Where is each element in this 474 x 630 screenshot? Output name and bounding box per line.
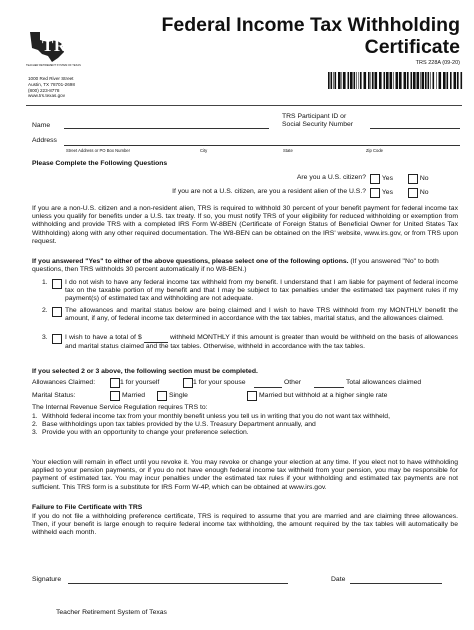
resident-alien-yes[interactable]: Yes (370, 188, 393, 198)
zip-caption: Zip Code (366, 148, 383, 153)
barcode-bar (333, 72, 334, 89)
barcode-bar (433, 72, 435, 89)
barcode-bar (417, 72, 420, 89)
barcode-bar (356, 72, 357, 89)
form-title-line2: Certificate (364, 36, 460, 58)
non-us-paragraph: If you are a non-U.S. citizen and a non-resident alien, TRS is required to withhold 30 percent of your benefit payment for federal income tax unless you qualify for benefits under a U.S. tax treaty. If so, you must notify TRS of your eligibility for reduced withholding or exemption from withholding and provide TRS with a completed IRS Form W-8BEN (Certificate of Foreign Status of Beneficial Owner for United States Tax Withholding) along with any other required documentation. The W8-BEN can be obtained on the IRS' website, www.irs.gov, or from TRS upon request. (32, 205, 458, 245)
form-number: TRS 228A (09-20) (415, 60, 460, 66)
marital-row: Marital Status: Married Single Married but withhold at a higher single rate (32, 391, 387, 401)
name-field[interactable] (64, 128, 269, 129)
barcode-bar (393, 72, 394, 89)
question-us-citizen: Are you a U.S. citizen? (296, 174, 366, 181)
barcode-bar (461, 72, 463, 89)
address-label: Address (32, 137, 57, 144)
us-citizen-no[interactable]: No (408, 174, 429, 184)
trs-address (28, 76, 75, 99)
option-1: 1. I do not wish to have any federal income tax withheld from my benefit. I understand that I am liable for payment of federal income tax on the taxable portion of my benefit and that I may be subject to tax penalties under the estimated tax payment rules if my payment(s) of estimated tax and withholding are not adequate. (42, 279, 458, 303)
participant-label: TRS Participant ID or Social Security Number (282, 113, 354, 129)
barcode-bar (372, 72, 374, 89)
barcode-bar (384, 72, 386, 89)
withholding-amount-field[interactable] (144, 334, 168, 343)
list-item: 3. Provide you with an opportunity to change your preference selection. (32, 429, 249, 437)
married-higher-checkbox[interactable] (247, 391, 257, 401)
barcode (328, 72, 464, 89)
barcode-bar (335, 72, 337, 89)
barcode-bar (375, 72, 378, 89)
name-label: Name (32, 122, 51, 129)
married-checkbox[interactable] (110, 391, 120, 401)
date-label: Date (331, 576, 346, 583)
barcode-bar (350, 72, 353, 89)
barcode-bar (428, 72, 430, 89)
barcode-bar (404, 72, 407, 89)
resident-alien-no[interactable]: No (408, 188, 429, 198)
us-citizen-yes[interactable]: Yes (370, 174, 393, 184)
irs-intro: The Internal Revenue Service Regulation requires TRS to: (32, 404, 208, 411)
barcode-bar (430, 72, 431, 89)
allowances-heading: If you selected 2 or 3 above, the following section must be completed. (32, 368, 258, 375)
barcode-bar (399, 72, 402, 89)
footer-org: Teacher Retirement System of Texas (56, 609, 167, 616)
barcode-bar (386, 72, 389, 89)
irs-list (32, 413, 442, 438)
barcode-bar (328, 72, 330, 89)
barcode-bar (371, 72, 372, 89)
form-title-line1: Federal Income Tax Withholding (161, 14, 460, 36)
barcode-bar (396, 72, 399, 89)
barcode-bar (354, 72, 356, 89)
options-intro: If you answered "Yes" to either of the above questions, please select one of the following options. (If you answered "No" to both questions, then TRS withholds 30 percent automatically if no W8-BEN.) (32, 258, 439, 274)
barcode-bar (390, 72, 393, 89)
barcode-bar (436, 72, 437, 89)
trs-logo (26, 30, 80, 70)
signature-label: Signature (32, 576, 62, 583)
option-1-checkbox[interactable] (52, 279, 62, 289)
city-caption: City (200, 148, 208, 153)
total-allowances-field[interactable] (314, 378, 344, 387)
checkbox[interactable] (370, 188, 380, 198)
barcode-bar (422, 72, 425, 89)
date-field[interactable] (350, 583, 442, 584)
barcode-bar (360, 72, 362, 89)
election-paragraph: Your election will remain in effect until you revoke it. You may revoke or change your election at any time. If you elect not to have withholding applied to your pension payments, or if you do not have enough federal income tax withheld from your pension, you may be responsible for payment of estimated tax. You may incur penalties under the estimated tax rules if your withholding and estimated tax payments are not sufficient. This TRS form is a substitute for IRS Form W-4P, which can be obtained at www.irs.gov. (32, 459, 458, 491)
option-2-checkbox[interactable] (52, 307, 62, 317)
barcode-bar (420, 72, 421, 89)
barcode-bar (407, 72, 409, 89)
checkbox[interactable] (408, 174, 418, 184)
option-3: 3. I wish to have a total of $ withheld MONTHLY if this amount is greater than would be withheld on the basis of allowances and marital status claimed and the tax tables. Otherwise, withheld in accordance with the tax tables. (42, 334, 459, 351)
barcode-bar (411, 72, 413, 89)
barcode-bar (457, 72, 459, 89)
street-caption: Street Address or PO Box Number (66, 148, 131, 153)
for-spouse-checkbox[interactable] (183, 378, 193, 388)
barcode-bar (348, 72, 350, 89)
participant-id-field[interactable] (370, 128, 460, 129)
phone: (800) 223-8778 (28, 87, 60, 93)
address-line1: 1000 Red River Street (28, 76, 74, 81)
website: www.trs.texas.gov (28, 93, 66, 99)
failure-paragraph: If you do not file a withholding preference certificate, TRS is required to assume that you are married and are claiming three allowances. Then, if your benefit is large enough to require federal income tax withholding, the amount required by the tax tables will automatically be withheld each month. (32, 513, 458, 537)
single-checkbox[interactable] (157, 391, 167, 401)
divider (26, 105, 462, 106)
barcode-bar (331, 72, 333, 89)
barcode-bar (425, 72, 427, 89)
state-caption: State (283, 148, 293, 153)
signature-field[interactable] (68, 583, 288, 584)
barcode-bar (439, 72, 442, 89)
barcode-bar (454, 72, 457, 89)
logo-text: TRS (42, 36, 77, 55)
questions-heading: Please Complete the Following Questions (32, 160, 168, 167)
barcode-bar (443, 72, 446, 89)
for-yourself-checkbox[interactable] (110, 378, 120, 388)
barcode-bar (379, 72, 382, 89)
barcode-bar (342, 72, 343, 89)
barcode-bar (364, 72, 367, 89)
option-2: 2. The allowances and marital status below are being claimed and I wish to have TRS withhold from my MONTHLY benefit the amount, if any, of federal income tax determined in accordance with the tax tables, marital status, and the allowances claimed. (42, 307, 458, 323)
failure-heading: Failure to File Certificate with TRS (32, 504, 143, 511)
allowances-row: Allowances Claimed: 1 for yourself 1 for your spouse Other Total allowances claimed (32, 378, 421, 388)
list-item: 1. Withhold federal income tax from your monthly benefit unless you tell us in writing that you do not want tax withheld, (32, 413, 390, 420)
other-allowances-field[interactable] (254, 378, 282, 387)
barcode-bar (359, 72, 360, 89)
barcode-bar (368, 72, 370, 89)
logo-tagline: TEACHER RETIREMENT SYSTEM OF TEXAS (26, 64, 81, 67)
checkbox[interactable] (370, 174, 380, 184)
address-field[interactable] (64, 145, 460, 146)
barcode-bar (338, 72, 341, 89)
option-3-checkbox[interactable] (52, 334, 62, 344)
question-resident-alien: If you are not a U.S. citizen, are you a resident alien of the U.S.? (172, 188, 366, 195)
barcode-bar (343, 72, 346, 89)
barcode-bar (450, 72, 452, 89)
barcode-bar (447, 72, 449, 89)
checkbox[interactable] (408, 188, 418, 198)
barcode-bar (413, 72, 416, 89)
list-item: 2. Base withholdings upon tax tables provided by the U.S. Treasury Department annually, and (32, 421, 316, 429)
address-line2: Austin, TX 78701-2698 (28, 81, 75, 87)
